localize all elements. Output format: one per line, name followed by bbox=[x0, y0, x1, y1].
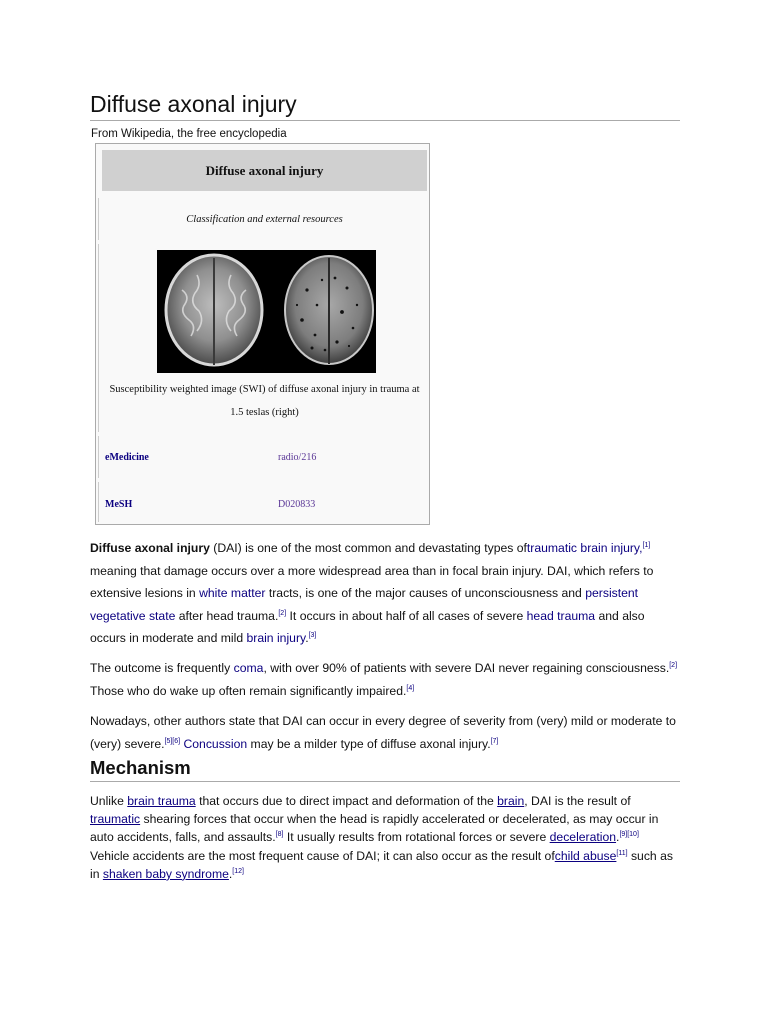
text: after head trauma. bbox=[175, 608, 279, 623]
text: meaning that damage occurs over a more widespread area than in focal brain injury. DAI, which refers to extensive lesions in bbox=[90, 563, 654, 601]
intro-paragraph-1 bbox=[90, 537, 680, 650]
text: shearing forces that occur when the head is rapidly accelerated or decelerated, as may occur in auto accidents, falls, and assaults. bbox=[90, 812, 659, 845]
text: . bbox=[616, 830, 620, 845]
text: (DAI) is one of the most common and devastating types of bbox=[209, 541, 527, 555]
link-child-abuse[interactable]: child abuse bbox=[554, 848, 617, 863]
section-heading-mechanism: Mechanism bbox=[90, 756, 680, 782]
text: , with over 90% of patients with severe DAI never regaining consciousness. bbox=[263, 661, 670, 675]
infobox-divider bbox=[98, 482, 99, 522]
intro-paragraph-2 bbox=[90, 657, 680, 702]
link-brain-injury[interactable]: brain injury bbox=[246, 631, 306, 646]
link-deceleration[interactable]: deceleration bbox=[549, 830, 617, 845]
ref-2[interactable]: [2] bbox=[278, 609, 287, 617]
text: and also occurs in moderate and mild bbox=[90, 608, 645, 646]
link-concussion[interactable]: Concussion bbox=[183, 736, 248, 751]
ref-8[interactable]: [8] bbox=[275, 831, 284, 839]
text: . bbox=[305, 631, 309, 646]
text: that occurs due to direct impact and deformation of the bbox=[195, 794, 498, 808]
ref-3[interactable]: [3] bbox=[308, 632, 317, 640]
ref-4[interactable]: [4] bbox=[406, 684, 415, 692]
infobox-subtitle: Classification and external resources bbox=[186, 214, 343, 225]
emedicine-label-text: eMedicine bbox=[105, 452, 149, 463]
link-brain[interactable]: brain bbox=[497, 794, 525, 808]
mesh-label[interactable] bbox=[105, 499, 132, 510]
tagline: From Wikipedia, the free encyclopedia bbox=[91, 128, 287, 140]
mri-scan-graphic bbox=[157, 250, 376, 373]
infobox-caption: Susceptibility weighted image (SWI) of diffuse axonal injury in trauma at 1.5 teslas (right) bbox=[109, 384, 420, 418]
infobox-divider bbox=[98, 436, 99, 478]
link-traumatic-brain-injury[interactable]: traumatic brain injury, bbox=[526, 541, 643, 555]
emedicine-label[interactable] bbox=[105, 452, 149, 463]
ref-11[interactable]: [11] bbox=[616, 849, 628, 857]
ref-9-10[interactable]: [9][10] bbox=[619, 831, 639, 839]
text: It usually results from rotational forces or severe bbox=[283, 830, 550, 845]
text: Those who do wake up often remain significantly impaired. bbox=[90, 683, 407, 698]
infobox-divider bbox=[98, 198, 99, 240]
page-title: Diffuse axonal injury bbox=[90, 90, 680, 121]
text: Unlike bbox=[90, 794, 128, 808]
link-coma[interactable]: coma bbox=[233, 661, 264, 675]
text: such as in bbox=[90, 848, 673, 881]
text: Nowadays, other authors state that DAI can occur in every degree of severity from (very) mild or moderate to (very) severe. bbox=[90, 714, 676, 751]
ref-5-6[interactable]: [5][6] bbox=[164, 737, 181, 745]
ref-12[interactable]: [12] bbox=[232, 867, 244, 875]
text: It occurs in about half of all cases of severe bbox=[286, 608, 527, 623]
ref-1[interactable]: [1] bbox=[642, 542, 651, 549]
link-head-trauma[interactable]: head trauma bbox=[526, 608, 596, 623]
link-white-matter[interactable]: white matter bbox=[199, 586, 266, 601]
link-persistent-vegetative-state[interactable]: persistent vegetative state bbox=[90, 586, 639, 623]
link-traumatic[interactable]: traumatic bbox=[90, 812, 141, 827]
mechanism-paragraph bbox=[90, 792, 680, 883]
text: Vehicle accidents are the most frequent cause of DAI; it can also occur as the result of bbox=[90, 848, 555, 863]
intro-paragraph-3 bbox=[90, 710, 680, 755]
ref-7[interactable]: [7] bbox=[490, 737, 499, 745]
link-shaken-baby-syndrome[interactable]: shaken baby syndrome bbox=[102, 866, 229, 881]
text: . bbox=[228, 866, 233, 881]
text: may be a milder type of diffuse axonal injury. bbox=[247, 736, 491, 751]
infobox bbox=[95, 143, 430, 525]
emedicine-link[interactable]: radio/216 bbox=[278, 452, 317, 463]
infobox-divider bbox=[98, 244, 99, 432]
text: The outcome is frequently bbox=[90, 661, 234, 675]
link-brain-trauma[interactable]: brain trauma bbox=[127, 794, 196, 808]
ref-2[interactable]: [2] bbox=[669, 662, 678, 669]
mesh-label-text: MeSH bbox=[105, 499, 133, 510]
text: , DAI is the result of bbox=[524, 794, 631, 808]
article-subject: Diffuse axonal injury bbox=[90, 541, 210, 555]
mri-scan-image[interactable] bbox=[157, 250, 376, 373]
infobox-title: Diffuse axonal injury bbox=[102, 150, 427, 191]
mesh-link[interactable]: D020833 bbox=[278, 499, 316, 510]
text: tracts, is one of the major causes of unconsciousness and bbox=[265, 586, 586, 601]
